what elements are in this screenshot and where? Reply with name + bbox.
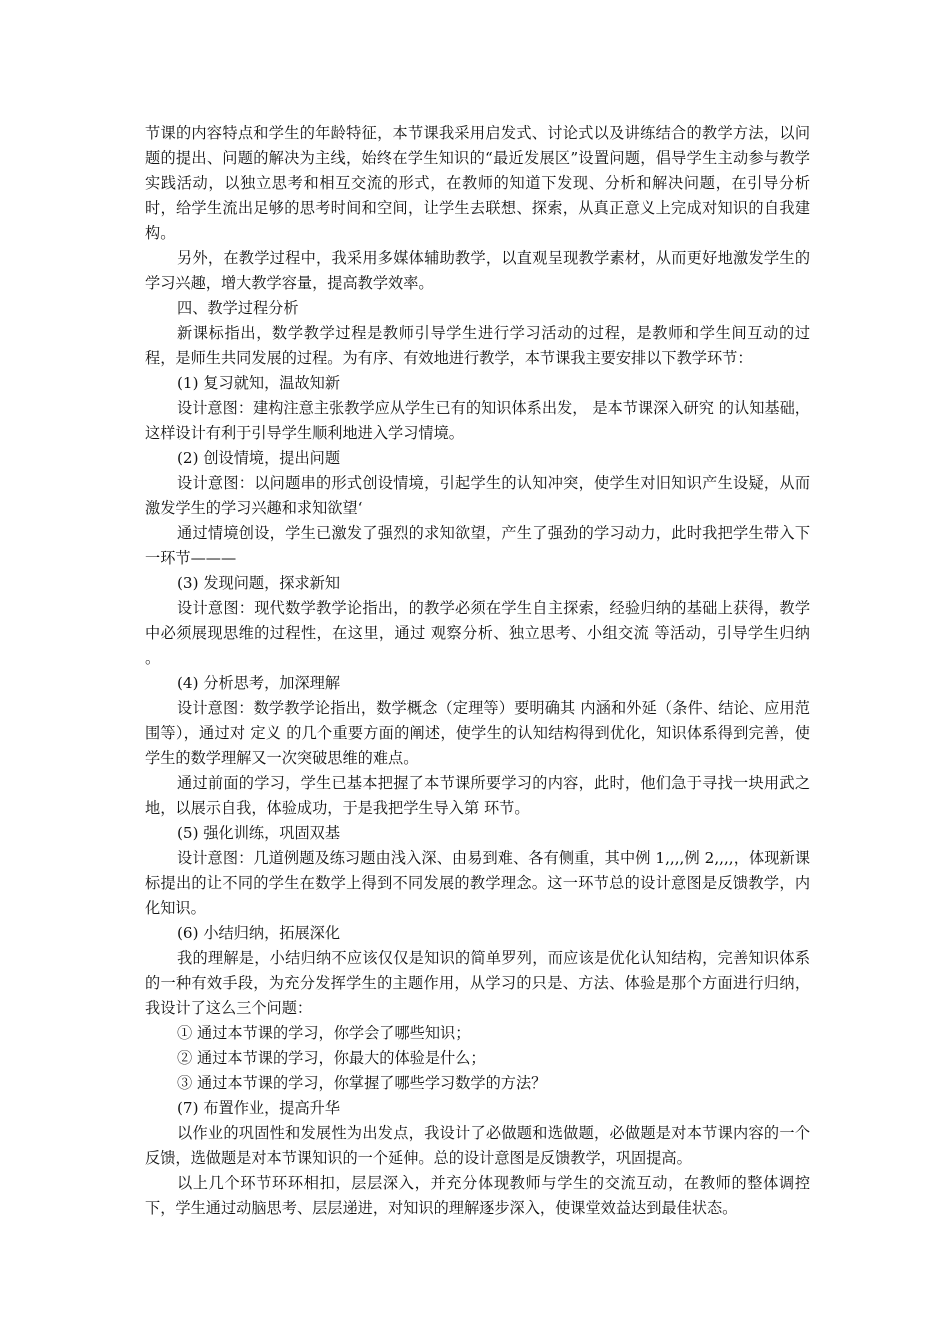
- paragraph: 新课标指出，数学教学过程是教师引导学生进行学习活动的过程，是教师和学生间互动的过程，是师生共同发展的过程。为有序、有效地进行教学，本节课我主要安排以下教学环节：: [145, 324, 810, 367]
- step-heading: (4) 分析思考，加深理解: [177, 674, 341, 692]
- step-heading: (3) 发现问题，探求新知: [177, 574, 341, 592]
- paragraph: 通过情境创设，学生已激发了强烈的求知欲望，产生了强劲的学习动力，此时我把学生带入下一环节———: [145, 524, 810, 567]
- paragraph: 设计意图：建构注意主张教学应从学生已有的知识体系出发， 是本节课深入研究 的认知基础，这样设计有利于引导学生顺利地进入学习情境。: [145, 399, 810, 442]
- section-heading: 四、教学过程分析: [177, 299, 299, 317]
- step-heading: (1) 复习就知，温故知新: [177, 374, 341, 392]
- step-heading: (7) 布置作业，提高升华: [177, 1099, 341, 1117]
- list-item: ① 通过本节课的学习，你学会了哪些知识；: [177, 1024, 471, 1042]
- paragraph: 以上几个环节环环相扣，层层深入，并充分体现教师与学生的交流互动，在教师的整体调控下，学生通过动脑思考、层层递进，对知识的理解逐步深入，使课堂效益达到最佳状态。: [145, 1174, 810, 1217]
- paragraph: 设计意图：以问题串的形式创设情境，引起学生的认知冲突，使学生对旧知识产生设疑，从而激发学生的学习兴趣和求知欲望‘: [145, 474, 810, 517]
- step-heading: (6) 小结归纳，拓展深化: [177, 924, 341, 942]
- paragraph: 设计意图：现代数学教学论指出，的教学必须在学生自主探索，经验归纳的基础上获得，教学中必须展现思维的过程性，在这里，通过 观察分析、独立思考、小组交流 等活动，引导学生归纳 。: [145, 599, 810, 667]
- step-heading: (2) 创设情境，提出问题: [177, 449, 341, 467]
- paragraph: 设计意图：几道例题及练习题由浅入深、由易到难、各有侧重，其中例 1,,,,例 2,,,,，体现新课标提出的让不同的学生在数学上得到不同发展的教学理念。这一环节总的设计意图是反馈教学，内化知识。: [145, 849, 810, 917]
- paragraph: 以作业的巩固性和发展性为出发点，我设计了必做题和选做题，必做题是对本节课内容的一个反馈，选做题是对本节课知识的一个延伸。总的设计意图是反馈教学，巩固提高。: [145, 1124, 810, 1167]
- paragraph: 我的理解是，小结归纳不应该仅仅是知识的简单罗列，而应该是优化认知结构，完善知识体系的一种有效手段，为充分发挥学生的主题作用，从学习的只是、方法、体验是那个方面进行归纳，我设计了这么三个问题：: [145, 949, 810, 1017]
- paragraph: 节课的内容特点和学生的年龄特征，本节课我采用启发式、讨论式以及讲练结合的教学方法，以问题的提出、问题的解决为主线，始终在学生知识的“最近发展区”设置问题，倡导学生主动参与教学实践活动，以独立思考和相互交流的形式，在教师的知道下发现、分析和解决问题，在引导分析时，给学生流出足够的思考时间和空间，让学生去联想、探索，从真正意义上完成对知识的自我建构。: [145, 124, 810, 242]
- paragraph: 设计意图：数学教学论指出，数学概念（定理等）要明确其 内涵和外延（条件、结论、应用范围等），通过对 定义 的几个重要方面的阐述，使学生的认知结构得到优化，知识体系得到完善，使学生的数学理解又一次突破思维的难点。: [145, 699, 810, 767]
- paragraph: 另外，在教学过程中，我采用多媒体辅助教学，以直观呈现教学素材，从而更好地激发学生的学习兴趣，增大教学容量，提高教学效率。: [145, 249, 810, 292]
- document-body: [145, 121, 810, 1221]
- paragraph: 通过前面的学习，学生已基本把握了本节课所要学习的内容，此时，他们急于寻找一块用武之地，以展示自我，体验成功，于是我把学生导入第 环节。: [145, 774, 810, 817]
- step-heading: (5) 强化训练，巩固双基: [177, 824, 341, 842]
- list-item: ③ 通过本节课的学习，你掌握了哪些学习数学的方法？: [177, 1074, 547, 1092]
- list-item: ② 通过本节课的学习，你最大的体验是什么；: [177, 1049, 486, 1067]
